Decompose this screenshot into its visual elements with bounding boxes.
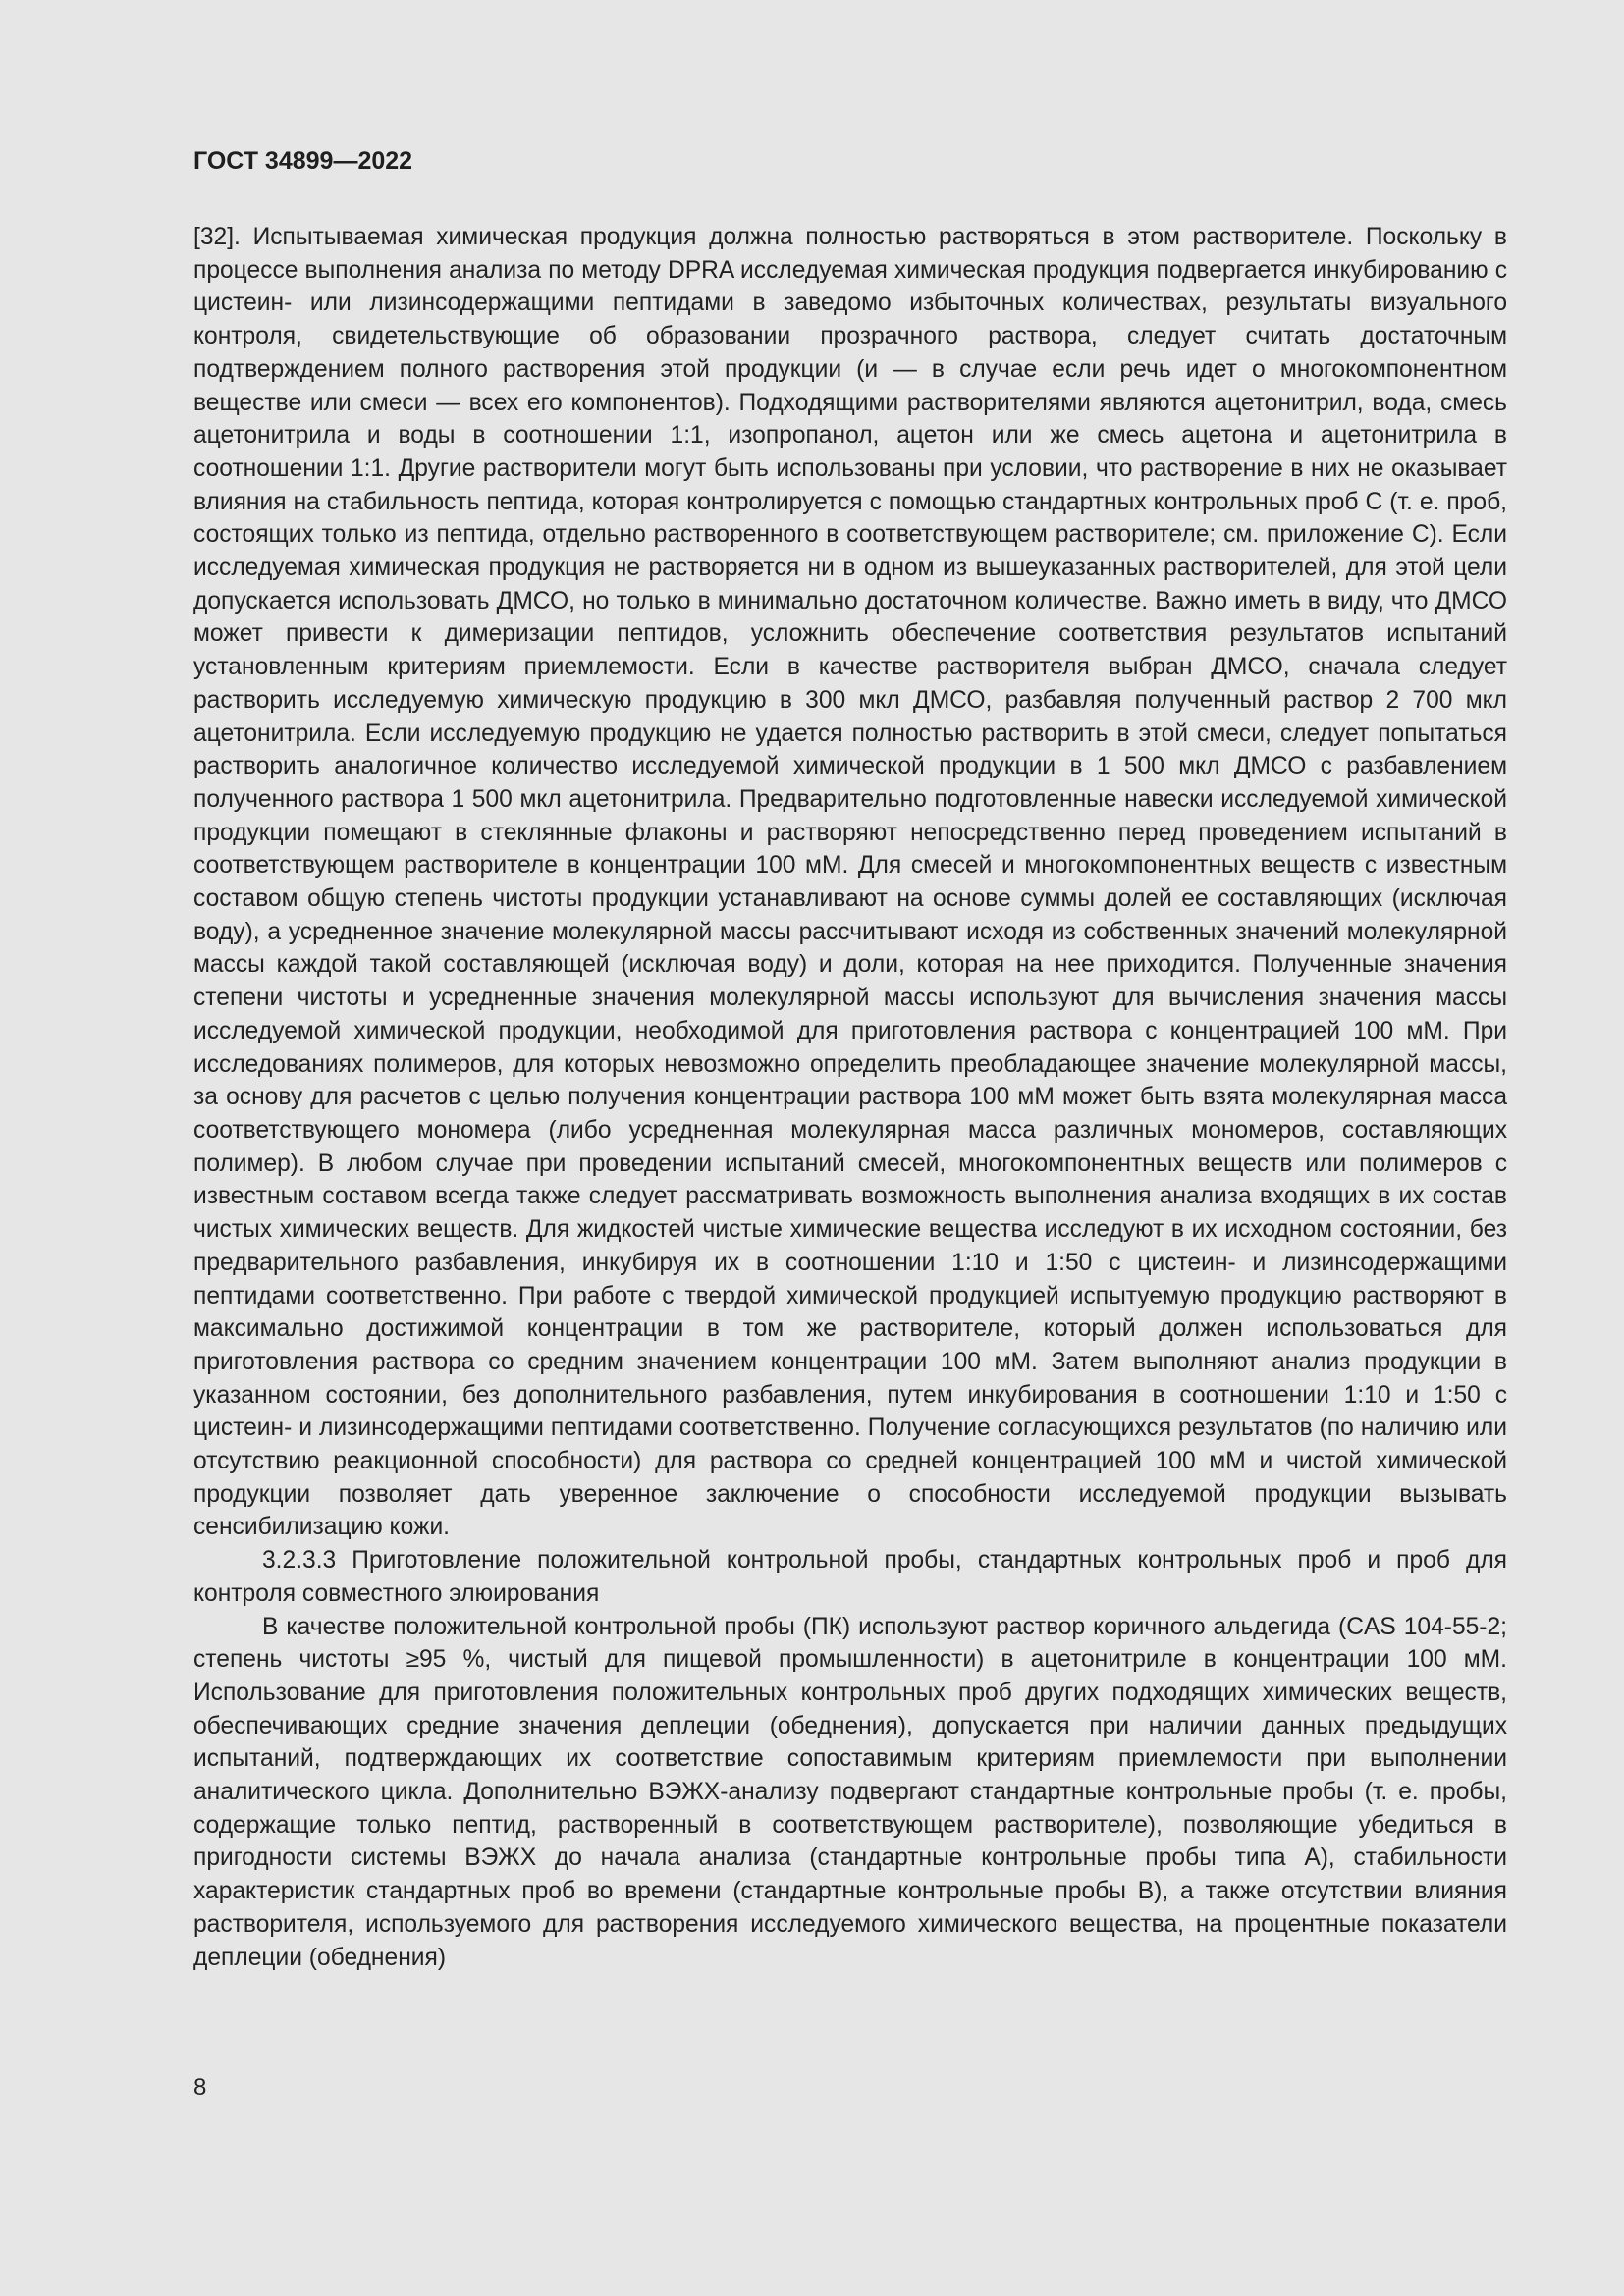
document-body (193, 221, 1507, 1974)
paragraph-solvent-requirements: [32]. Испытываемая химическая продукция должна полностью растворяться в этом растворителе. Поскольку в процессе выполнения анализа по методу DPRA исследуемая химическая продукция подвергается инкубированию с цистеин- или лизинсодержащими пептидами в заведомо избыточных количествах, результаты визуального контроля, свидетельствующие об образовании прозрачного раствора, следует считать достаточным подтверждением полного растворения этой продукции (и — в случае если речь идет о многокомпонентном веществе или смеси — всех его компонентов). Подходящими растворителями являются ацетонитрил, вода, смесь ацетонитрила и воды в соотношении 1:1, изопропанол, ацетон или же смесь ацетона и ацетонитрила в соотношении 1:1. Другие растворители могут быть использованы при условии, что растворение в них не оказывает влияния на стабильность пептида, которая контролируется с помощью стандартных контрольных проб С (т. е. проб, состоящих только из пептида, отдельно растворенного в соответствующем растворителе; см. приложение С). Если исследуемая химическая продукция не растворяется ни в одном из вышеуказанных растворителей, для этой цели допускается использовать ДМСО, но только в минимально достаточном количестве. Важно иметь в виду, что ДМСО может привести к димеризации пептидов, усложнить обеспечение соответствия результатов испытаний установленным критериям приемлемости. Если в качестве растворителя выбран ДМСО, сначала следует растворить исследуемую химическую продукцию в 300 мкл ДМСО, разбавляя полученный раствор 2 700 мкл ацетонитрила. Если исследуемую продукцию не удается полностью растворить в этой смеси, следует попытаться растворить аналогичное количество исследуемой химической продукции в 1 500 мкл ДМСО с разбавлением полученного раствора 1 500 мкл ацетонитрила. Предварительно подготовленные навески исследуемой химической продукции помещают в стеклянные флаконы и растворяют непосредственно перед проведением испытаний в соответствующем растворителе в концентрации 100 мМ. Для смесей и многокомпонентных веществ с известным составом общую степень чистоты продукции устанавливают на основе суммы долей ее составляющих (исключая воду), а усредненное значение молекулярной массы рассчитывают исходя из собственных значений молекулярной массы каждой такой составляющей (исключая воду) и доли, которая на нее приходится. Полученные значения степени чистоты и усредненные значения молекулярной массы используют для вычисления значения массы исследуемой химической продукции, необходимой для приготовления раствора с концентрацией 100 мМ. При исследованиях полимеров, для которых невозможно определить преобладающее значение молекулярной массы, за основу для расчетов с целью получения концентрации раствора 100 мМ может быть взята молекулярная масса соответствующего мономера (либо усредненная молекулярная масса различных мономеров, составляющих полимер). В любом случае при проведении испытаний смесей, многокомпонентных веществ или полимеров с известным составом всегда также следует рассматривать возможность выполнения анализа входящих в их состав чистых химических веществ. Для жидкостей чистые химические вещества исследуют в их исходном состоянии, без предварительного разбавления, инкубируя их в соотношении 1:10 и 1:50 с цистеин- и лизинсодержащими пептидами соответственно. При работе с твердой химической продукцией испытуемую продукцию растворяют в максимально достижимой концентрации в том же растворителе, который должен использоваться для приготовления раствора со средним значением концентрации 100 мМ. Затем выполняют анализ продукции в указанном состоянии, без дополнительного разбавления, путем инкубирования в соотношении 1:10 и 1:50 с цистеин- и лизинсодержащими пептидами соответственно. Получение согласующихся результатов (по наличию или отсутствию реакционной способности) для раствора со средней концентрацией 100 мМ и чистой химической продукции позволяет дать уверенное заключение о способности исследуемой продукции вызывать сенсибилизацию кожи. (193, 224, 1507, 1541)
section-heading-3-2-3-3: 3.2.3.3 Приготовление положительной контрольной пробы, стандартных контрольных проб и проб для контроля совместного элюирования (193, 1547, 1507, 1607)
page-number: 8 (193, 2074, 207, 2101)
paragraph-positive-control: В качестве положительной контрольной пробы (ПК) используют раствор коричного альдегида (CAS 104-55-2; степень чистоты ≥95 %, чистый для пищевой промышленности) в ацетонитриле в концентрации 100 мМ. Использование для приготовления положительных контрольных проб других подходящих химических веществ, обеспечивающих средние значения деплеции (обеднения), допускается при наличии данных предыдущих испытаний, подтверждающих их соответствие сопоставимым критериям приемлемости при выполнении аналитического цикла. Дополнительно ВЭЖХ-анализу подвергают стандартные контрольные пробы (т. е. пробы, содержащие только пептид, растворенный в соответствующем растворителе), позволяющие убедиться в пригодности системы ВЭЖХ до начала анализа (стандартные контрольные пробы типа А), стабильности характеристик стандартных проб во времени (стандартные контрольные пробы В), а также отсутствии влияния растворителя, используемого для растворения исследуемого химического вещества, на процентные показатели деплеции (обеднения) (193, 1613, 1507, 1971)
document-code-header: ГОСТ 34899—2022 (193, 147, 413, 175)
